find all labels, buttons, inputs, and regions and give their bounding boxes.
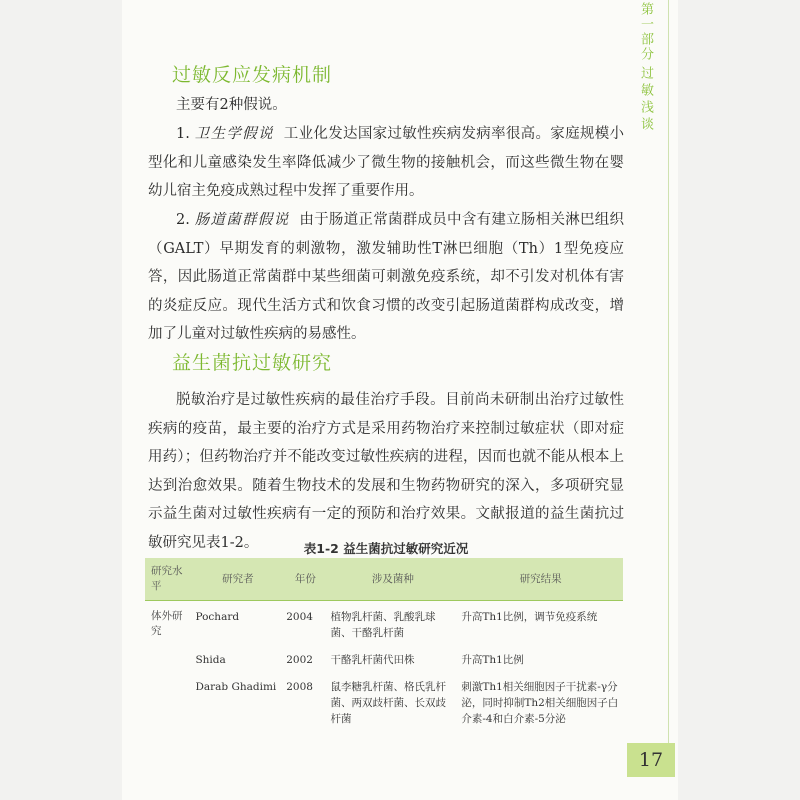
section1-intro: [148, 91, 624, 120]
table-row: [145, 644, 623, 671]
intro-text: 主要有2种假说。: [176, 97, 287, 113]
cell-year: 2008: [286, 681, 313, 693]
cell-level: 体外研究: [151, 610, 183, 637]
cell-result: 刺激Th1相关细胞因子干扰素-γ分泌，同时抑制Th2相关细胞因子白介素-4和白介素-5分泌: [461, 681, 619, 725]
cell-year: 2004: [286, 611, 313, 623]
header-result: 研究结果: [519, 573, 562, 585]
cell-result: 升高Th1比例: [461, 654, 524, 666]
table-row: [145, 601, 623, 645]
table-header-row: [145, 558, 623, 601]
hypothesis-1: [148, 120, 624, 206]
section1-heading: 过敏反应发病机制: [172, 64, 333, 86]
section2-heading: 益生菌抗过敏研究: [172, 352, 333, 374]
item1-term: 卫生学假说: [194, 126, 274, 142]
section2-text: 脱敏治疗是过敏性疾病的最佳治疗手段。目前尚未研制出治疗过敏性疾病的疫苗，最主要的治疗方式是采用药物治疗来控制过敏症状（即对症用药）；但药物治疗并不能改变过敏性疾病的进程，因而也就不能从根本上达到治愈效果。随着生物技术的发展和生物药物研究的深入，多项研究显示益生菌对过敏性疾病有一定的预防和治疗效果。文献报道的益生菌抗过敏研究见表1-2。: [148, 392, 624, 551]
side-rule: [668, 0, 669, 760]
cell-result: 升高Th1比例，调节免疫系统: [461, 611, 598, 623]
item2-text: 由于肠道正常菌群成员中含有建立肠相关淋巴组织（GALT）早期发育的刺激物，激发辅助性T淋巴细胞（Th）1型免疫应答，因此肠道正常菌群中某些细菌可刺激免疫系统，却不引发对机体有害的炎症反应。现代生活方式和饮食习惯的改变引起肠道菌群构成改变，增加了儿童对过敏性疾病的易感性。: [148, 212, 625, 343]
cell-year: 2002: [286, 654, 313, 666]
item2-term: 肠道菌群假说: [194, 212, 290, 228]
item1-text: 工业化发达国家过敏性疾病发病率很高。家庭规模小型化和儿童感染发生率降低减少了微生物的接触机会，而这些微生物在婴幼儿宿主免疫成熟过程中发挥了重要作用。: [148, 126, 625, 200]
header-year: 年份: [294, 573, 316, 585]
table-caption: 表1-2 益生菌抗过敏研究近况: [303, 541, 469, 556]
cell-researcher: Pochard: [195, 611, 240, 623]
cell-level: [145, 644, 192, 671]
cell-strain: 干酪乳杆菌代田株: [330, 654, 415, 666]
cell-strain: 鼠李糖乳杆菌、格氏乳杆菌、两双歧杆菌、长双歧杆菌: [330, 681, 447, 725]
probiotic-table: [145, 558, 623, 730]
table-row: [145, 671, 623, 730]
item1-number: 1.: [176, 126, 190, 142]
page-number: 17: [627, 743, 675, 777]
header-researcher: 研究者: [222, 573, 254, 585]
cell-strain: 植物乳杆菌、乳酸乳球菌、干酪乳杆菌: [330, 611, 436, 639]
cell-level: [145, 671, 192, 730]
side-part-label: 第一部分: [638, 2, 653, 62]
header-strain: 涉及菌种: [371, 573, 414, 585]
header-level: 研究水平: [151, 565, 183, 592]
cell-researcher: Shida: [195, 654, 226, 666]
cell-researcher: Darab Ghadimi: [195, 681, 277, 693]
section2-paragraph: [148, 386, 624, 558]
item2-number: 2.: [176, 212, 190, 228]
side-topic-label: 过敏浅谈: [638, 66, 653, 134]
hypothesis-2: [148, 206, 624, 349]
